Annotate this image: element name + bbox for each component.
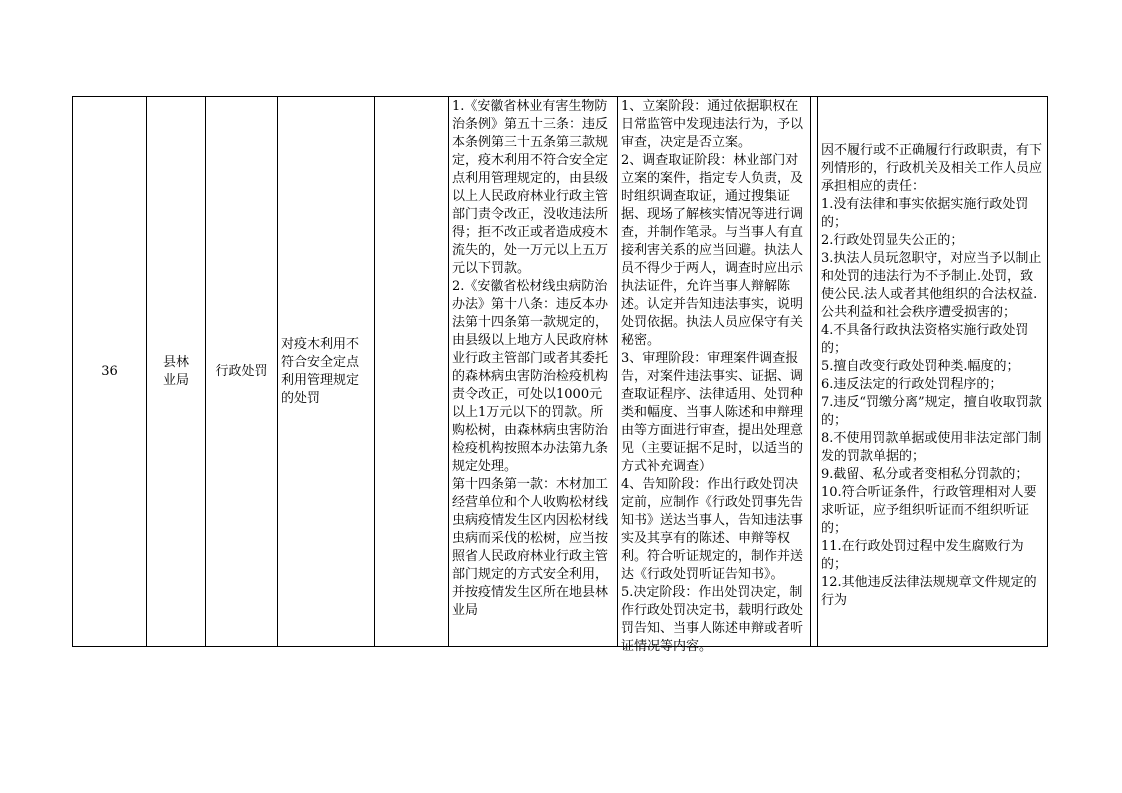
legal-basis-cell [449, 97, 618, 647]
department-cell [147, 97, 206, 647]
legal-basis-item: 第十四条第一款：木材加工经营单位和个人收购松材线虫病疫情发生区内因松材线虫病而采伐的松树，应当按照省人民政府林业行政主管部门规定的方式安全利用，并按疫情发生区所在地县林业局 [452, 477, 609, 618]
responsibility-item: 6.违反法定的行政处罚程序的； [821, 377, 1003, 392]
item-code-cell [375, 97, 449, 647]
responsibility [818, 133, 1047, 610]
procedure-step: 3、审理阶段：审理案件调查报告，对案件违法事实、证据、调查取证程序、法律适用、处罚种类和幅度、当事人陈述和申辩理由等方面进行审查，提出处理意见（主要证据不足时，以适当的方式补充调查） [621, 351, 804, 474]
legal-basis [449, 97, 617, 646]
spacer-cell [811, 97, 818, 647]
legal-basis-item: 1.《安徽省林业有害生物防治条例》第五十三条：违反本条例第三十五条第三款规定，疫木利用不符合安全定点利用管理规定的，由县级以上人民政府林业行政主管部门责令改正，没收违法所得；拒不改正或者造成疫木流失的，处一万元以上五万元以下罚款。 [452, 99, 609, 276]
legal-basis-item: 2.《安徽省松材线虫病防治办法》第十八条：违反本办法第十四条第一款规定的，由县级以上地方人民政府林业行政主管部门或者其委托的森林病虫害防治检疫机构责令改正，可处以1000元以上1万元以下的罚款。所购松树，由森林病虫害防治检疫机构按照本办法第九条规定处理。 [452, 279, 609, 474]
responsibility-cell [818, 97, 1048, 647]
procedure [618, 97, 810, 654]
procedure-step: 4、告知阶段：作出行政处罚决定前，应制作《行政处罚事先告知书》送达当事人，告知违法事实及其享有的陈述、申辩等权利。符合听证规定的，制作并送达《行政处罚听证告知书》。 [621, 477, 804, 582]
responsibility-item: 7.违反“罚缴分离”规定，擅自收取罚款的； [821, 395, 1042, 428]
category-cell [206, 97, 278, 647]
responsibility-item: 12.其他违反法律法规规章文件规定的行为 [821, 575, 1037, 608]
responsibility-item: 3.执法人员玩忽职守，对应当予以制止和处罚的违法行为不予制止.处罚，致使公民.法人或者其他组织的合法权益.公共利益和社会秩序遭受损害的； [821, 251, 1042, 320]
item-name: 对疫木利用不符合安全定点利用管理规定的处罚 [281, 336, 360, 406]
responsibility-item: 10.符合听证条件，行政管理相对人要求听证，应予组织听证而不组织听证的； [821, 485, 1037, 536]
responsibility-intro: 因不履行或不正确履行行政职责，有下列情形的，行政机关及相关工作人员应承担相应的责任： [821, 143, 1043, 194]
row-number: 36 [101, 363, 118, 379]
procedure-step: 5.决定阶段：作出处罚决定，制作行政处罚决定书，载明行政处罚告知、当事人陈述申辩或者听证情况等内容。 [621, 585, 804, 654]
procedure-cell [618, 97, 811, 654]
enforcement-table [72, 96, 1048, 654]
responsibility-item: 2.行政处罚显失公正的； [821, 233, 964, 248]
procedure-step: 2、调查取证阶段：林业部门对立案的案件，指定专人负责，及时组织调查取证，通过搜集证据、现场了解核实情况等进行调查，并制作笔录。与当事人有直接利害关系的应当回避。执法人员不得少于两人，调查时应出示执法证件，允许当事人辩解陈述。认定并告知违法事实，说明处罚依据。执法人员应保守有关秘密。 [621, 153, 804, 348]
power-category: 行政处罚 [215, 363, 268, 379]
responsibility-item: 1.没有法律和事实依据实施行政处罚的； [821, 197, 1029, 230]
row-number-cell [73, 97, 147, 647]
responsibility-item: 5.擅自改变行政处罚种类.幅度的； [821, 359, 1020, 374]
item-name-cell [278, 97, 375, 647]
responsibility-item: 4.不具备行政执法资格实施行政处罚的； [821, 323, 1029, 356]
department-name: 县林业局 [162, 354, 189, 388]
procedure-step: 1、立案阶段：通过依据职权在日常监管中发现违法行为，予以审查，决定是否立案。 [621, 99, 804, 150]
responsibility-item: 8.不使用罚款单据或使用非法定部门制发的罚款单据的； [821, 431, 1042, 464]
table-row [73, 97, 1048, 647]
responsibility-item: 9.截留、私分或者变相私分罚款的； [821, 467, 1029, 482]
responsibility-item: 11.在行政处罚过程中发生腐败行为的； [821, 539, 1024, 572]
